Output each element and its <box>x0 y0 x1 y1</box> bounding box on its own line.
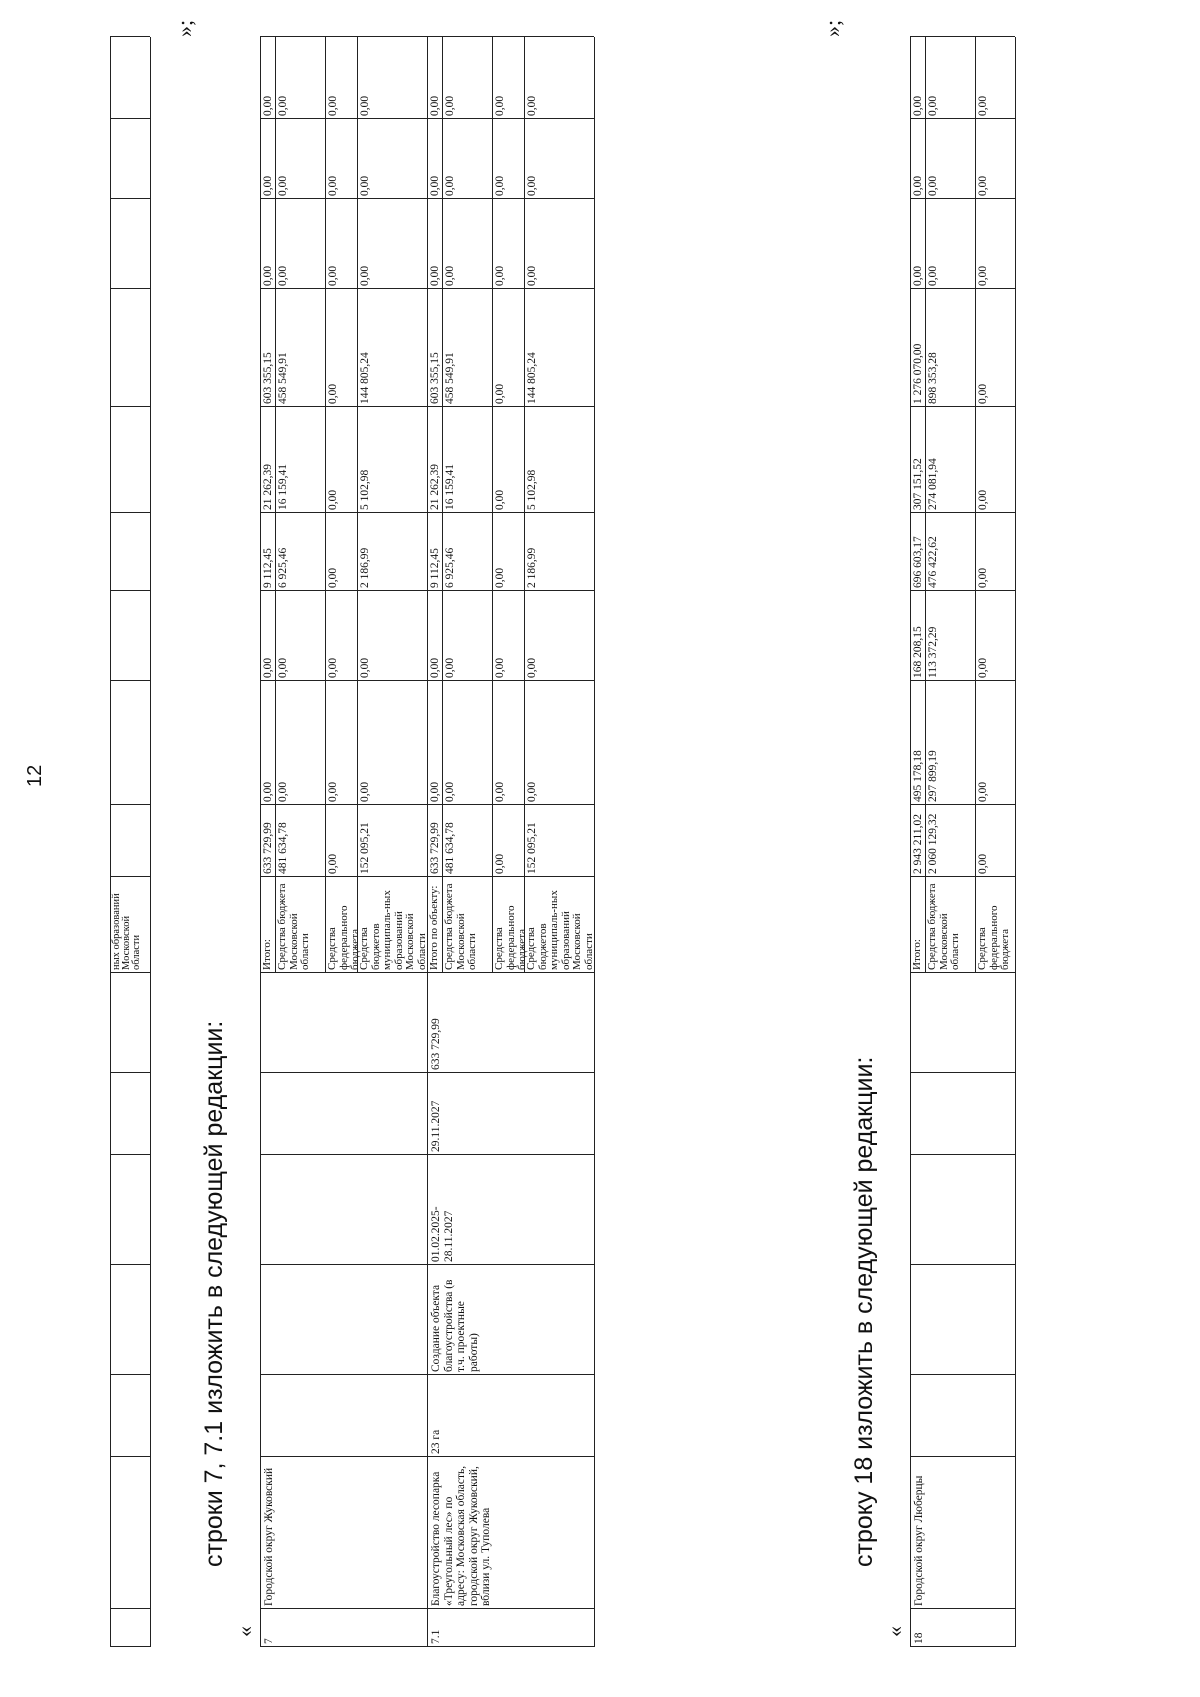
amount-cell: 0,00 <box>429 265 441 286</box>
table-rule <box>1015 37 1016 1647</box>
amount-cell: 2 186,99 <box>359 547 371 588</box>
table-rule <box>427 1374 594 1375</box>
table-rule <box>427 198 594 199</box>
table-rule <box>427 288 594 289</box>
table-rule <box>260 972 427 973</box>
table-rule <box>110 37 111 1647</box>
amount-cell: 633 729,99 <box>262 822 274 874</box>
amount-cell: 0,00 <box>444 95 456 116</box>
table-rule <box>110 1646 150 1647</box>
table-rule <box>910 118 1015 119</box>
second-heading: строку 18 изложить в следующей редакции: <box>850 1056 878 1567</box>
table-rule <box>110 680 150 681</box>
amount-cell: 0,00 <box>327 95 339 116</box>
open-quote-2: « <box>882 1626 907 1637</box>
amount-cell: 0,00 <box>359 657 371 678</box>
amount-cell: 0,00 <box>494 175 506 196</box>
table-rule <box>594 37 595 1647</box>
source-of-funds: Средства бюджета Московской области <box>926 883 961 970</box>
amount-cell: 0,00 <box>327 489 339 510</box>
table-rule <box>524 37 525 973</box>
object-area: 23 га <box>430 1429 442 1454</box>
table-rule <box>910 1154 1015 1155</box>
amount-cell: 0,00 <box>927 175 939 196</box>
table-rule <box>110 118 150 119</box>
table-rule <box>427 876 594 877</box>
amount-cell: 1 276 070,00 <box>912 343 924 404</box>
amount-cell: 0,00 <box>526 95 538 116</box>
table-rule <box>427 1646 594 1647</box>
amount-cell: 0,00 <box>444 265 456 286</box>
table-rule <box>427 36 594 37</box>
amount-cell: 481 634,78 <box>444 822 456 874</box>
amount-cell: 6 925,46 <box>444 547 456 588</box>
table-rule <box>110 288 150 289</box>
table-rule <box>110 590 150 591</box>
table-rule <box>260 876 427 877</box>
amount-cell: 0,00 <box>262 95 274 116</box>
amount-cell: 0,00 <box>359 175 371 196</box>
table-rule <box>910 876 1015 877</box>
amount-cell: 152 095,21 <box>359 822 371 874</box>
table-rule <box>260 198 427 199</box>
amount-cell: 0,00 <box>494 95 506 116</box>
amount-cell: 0,00 <box>526 781 538 802</box>
amount-cell: 633 729,99 <box>429 822 441 874</box>
amount-cell: 0,00 <box>262 781 274 802</box>
table-rule <box>427 804 594 805</box>
amount-cell: 458 549,91 <box>277 352 289 404</box>
amount-cell: 16 159,41 <box>444 464 456 510</box>
deadline-date: 29.11.2027 <box>430 1100 442 1152</box>
amount-cell: 0,00 <box>977 95 989 116</box>
table-rule <box>260 1154 427 1155</box>
amount-cell: 0,00 <box>912 95 924 116</box>
amount-cell: 307 151,52 <box>912 458 924 510</box>
table-rule <box>150 37 151 1647</box>
table-rule <box>275 37 276 973</box>
amount-cell: 603 355,15 <box>429 352 441 404</box>
amount-cell: 0,00 <box>494 265 506 286</box>
object-name: Благоустройство лесопарка «Треугольный лес» по адресу: Московская область, городской округ Жуковский, вблизи ул. Туполева <box>430 1465 492 1606</box>
table-rule <box>910 512 1015 513</box>
table-rule <box>260 36 427 37</box>
amount-cell: 0,00 <box>327 383 339 404</box>
table-rule <box>427 1154 594 1155</box>
table-rule <box>260 680 427 681</box>
table-rule <box>427 1072 594 1073</box>
amount-cell: 0,00 <box>494 567 506 588</box>
amount-cell: 0,00 <box>977 853 989 874</box>
limit-value: 633 729,99 <box>430 1018 442 1070</box>
table-rule <box>442 37 443 973</box>
table-rule <box>910 972 1015 973</box>
amount-cell: 9 112,45 <box>262 548 274 588</box>
amount-cell: 476 422,62 <box>927 536 939 588</box>
amount-cell: 0,00 <box>429 657 441 678</box>
table-rule <box>260 1608 427 1609</box>
amount-cell: 458 549,91 <box>444 352 456 404</box>
table-rule <box>110 1154 150 1155</box>
amount-cell: 0,00 <box>262 175 274 196</box>
table-rule <box>357 37 358 973</box>
amount-cell: 0,00 <box>494 383 506 404</box>
amount-cell: 0,00 <box>494 489 506 510</box>
amount-cell: 0,00 <box>277 657 289 678</box>
table-rule <box>260 512 427 513</box>
amount-cell: 0,00 <box>927 95 939 116</box>
table-rule <box>260 1646 427 1647</box>
source-of-funds: Итого: <box>261 939 273 970</box>
amount-cell: 144 805,24 <box>526 352 538 404</box>
amount-cell: 0,00 <box>327 567 339 588</box>
amount-cell: 481 634,78 <box>277 822 289 874</box>
work-dates: 01.02.2025-28.11.2027 <box>430 1206 455 1262</box>
table-rule <box>910 1072 1015 1073</box>
source-of-funds: Средства федерального бюджета <box>976 905 1011 970</box>
amount-cell: 5 102,98 <box>359 469 371 510</box>
amount-cell: 0,00 <box>977 383 989 404</box>
amount-cell: 0,00 <box>429 781 441 802</box>
table-rule <box>427 972 594 973</box>
amount-cell: 0,00 <box>977 781 989 802</box>
table-rule <box>260 1374 427 1375</box>
source-of-funds: Средства федерального бюджета <box>493 905 528 970</box>
table-rule <box>910 37 911 1647</box>
amount-cell: 0,00 <box>444 175 456 196</box>
amount-cell: 0,00 <box>429 95 441 116</box>
amount-cell: 274 081,94 <box>927 458 939 510</box>
table-rule <box>910 1264 1015 1265</box>
table-rule <box>110 1608 150 1609</box>
amount-cell: 0,00 <box>262 657 274 678</box>
amount-cell: 696 603,17 <box>912 536 924 588</box>
table-rule <box>427 1608 594 1609</box>
table-rule <box>110 1456 150 1457</box>
amount-cell: 898 353,28 <box>927 352 939 404</box>
row-number: 7.1 <box>430 1629 442 1644</box>
table-rule <box>427 1456 594 1457</box>
amount-cell: 0,00 <box>927 265 939 286</box>
work-type: Создание объекта благоустройства (в т.ч. проектные работы) <box>430 1279 480 1372</box>
amount-cell: 113 372,29 <box>927 626 939 678</box>
amount-cell: 2 186,99 <box>526 547 538 588</box>
amount-cell: 297 899,19 <box>927 750 939 802</box>
amount-cell: 16 159,41 <box>277 464 289 510</box>
amount-cell: 144 805,24 <box>359 352 371 404</box>
table-rule <box>110 198 150 199</box>
amount-cell: 0,00 <box>277 95 289 116</box>
amount-cell: 6 925,46 <box>277 547 289 588</box>
table-rule <box>260 590 427 591</box>
amount-cell: 0,00 <box>359 265 371 286</box>
amount-cell: 5 102,98 <box>526 469 538 510</box>
table-rule <box>427 118 594 119</box>
table-rule <box>110 1072 150 1073</box>
amount-cell: 2 943 211,02 <box>912 814 924 874</box>
amount-cell: 495 178,18 <box>912 750 924 802</box>
amount-cell: 0,00 <box>327 853 339 874</box>
table-rule <box>910 680 1015 681</box>
amount-cell: 0,00 <box>327 175 339 196</box>
table-rule <box>260 804 427 805</box>
amount-cell: 0,00 <box>359 781 371 802</box>
amount-cell: 0,00 <box>327 657 339 678</box>
table-rule <box>110 1264 150 1265</box>
amount-cell: 0,00 <box>277 265 289 286</box>
table-rule <box>910 1374 1015 1375</box>
table-rule <box>110 876 150 877</box>
table-rule <box>110 36 150 37</box>
source-of-funds: Средства бюджета Московской области <box>443 883 478 970</box>
table-rule <box>910 288 1015 289</box>
amount-cell: 0,00 <box>494 781 506 802</box>
amount-cell: 0,00 <box>526 265 538 286</box>
table-rule <box>260 37 261 1647</box>
amount-cell: 152 095,21 <box>526 822 538 874</box>
table-rule <box>260 1072 427 1073</box>
table-rule <box>260 406 427 407</box>
table-rule <box>110 972 150 973</box>
page-number: 12 <box>24 764 46 787</box>
amount-cell: 0,00 <box>912 265 924 286</box>
table-rule <box>910 1646 1015 1647</box>
source-of-funds: Средства федерального бюджета <box>326 905 361 970</box>
source-of-funds: Средства бюджета Московской области <box>276 883 311 970</box>
table-rule <box>110 1374 150 1375</box>
amount-cell: 0,00 <box>327 781 339 802</box>
amount-cell: 0,00 <box>262 265 274 286</box>
table-rule <box>110 512 150 513</box>
table-rule <box>925 37 926 973</box>
table-rule <box>910 1608 1015 1609</box>
amount-cell: 0,00 <box>359 95 371 116</box>
table-rule <box>910 406 1015 407</box>
amount-cell: 0,00 <box>977 175 989 196</box>
amount-cell: 9 112,45 <box>429 548 441 588</box>
table-rule <box>910 36 1015 37</box>
table-rule <box>427 680 594 681</box>
open-quote-1: « <box>232 1626 257 1637</box>
source-of-funds: Средства бюджетов муниципаль-ных образований Московской области <box>358 890 428 970</box>
amount-cell: 2 060 129,32 <box>927 813 939 874</box>
table-rule <box>260 1456 427 1457</box>
table-rule <box>110 804 150 805</box>
source-of-funds: Итого: <box>911 939 923 970</box>
amount-cell: 0,00 <box>912 175 924 196</box>
amount-cell: 603 355,15 <box>262 352 274 404</box>
table-rule <box>910 590 1015 591</box>
amount-cell: 21 262,39 <box>262 464 274 510</box>
table-rule <box>260 288 427 289</box>
table-rule <box>260 1264 427 1265</box>
intro-heading: строки 7, 7.1 изложить в следующей редакции: <box>200 1020 228 1567</box>
amount-cell: 0,00 <box>526 657 538 678</box>
table-rule <box>427 37 428 1647</box>
source-of-funds: Итого по объекту: <box>428 885 440 970</box>
table-rule <box>910 198 1015 199</box>
amount-cell: 0,00 <box>327 265 339 286</box>
table-rule <box>110 406 150 407</box>
table-rule <box>427 1264 594 1265</box>
amount-cell: 0,00 <box>977 265 989 286</box>
amount-cell: 0,00 <box>526 175 538 196</box>
amount-cell: 0,00 <box>444 781 456 802</box>
close-quote-1: »; <box>172 19 197 37</box>
table-rule <box>975 37 976 973</box>
table-rule <box>910 804 1015 805</box>
table-rule <box>427 406 594 407</box>
amount-cell: 168 208,15 <box>912 626 924 678</box>
amount-cell: 0,00 <box>977 489 989 510</box>
row-number: 18 <box>913 1632 925 1644</box>
close-quote-2: »; <box>820 19 845 37</box>
amount-cell: 0,00 <box>494 853 506 874</box>
table-rule <box>325 37 326 973</box>
amount-cell: 0,00 <box>429 175 441 196</box>
amount-cell: 0,00 <box>494 657 506 678</box>
object-name: Городской округ Жуковский <box>263 1467 275 1606</box>
table-rule <box>910 1456 1015 1457</box>
table-rule <box>427 590 594 591</box>
amount-cell: 21 262,39 <box>429 464 441 510</box>
table-rule <box>492 37 493 973</box>
amount-cell: 0,00 <box>277 175 289 196</box>
amount-cell: 0,00 <box>444 657 456 678</box>
amount-cell: 0,00 <box>277 781 289 802</box>
row-number: 7 <box>263 1638 275 1644</box>
table-rule <box>427 512 594 513</box>
source-of-funds: Средства бюджетов муниципаль-ных образований Московской области <box>525 890 595 970</box>
amount-cell: 0,00 <box>977 657 989 678</box>
table-rule <box>260 118 427 119</box>
amount-cell: 0,00 <box>977 567 989 588</box>
object-name: Городской округ Люберцы <box>913 1475 925 1606</box>
source-cell: ных образований Московской области <box>111 893 142 970</box>
